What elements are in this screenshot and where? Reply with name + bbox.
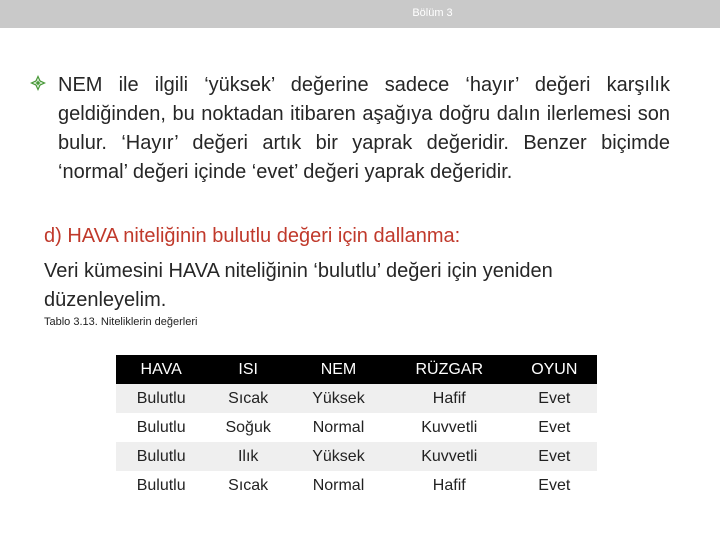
cell-nem: Normal xyxy=(290,413,387,442)
header-ruzgar: RÜZGAR xyxy=(387,355,512,384)
bullet-paragraph: NEM ile ilgili ‘yüksek’ değerine sadece ‘hayır’ değeri karşılık geldiğinden, bu noktadan itibaren aşağıya doğru dalın ilerlemesi son bulur. ‘Hayır’ değeri artık bir yaprak değeridir. Benzer biçimde ‘normal’ değeri içinde ‘evet’ değeri yaprak değeridir. xyxy=(58,74,670,183)
table-row xyxy=(116,471,597,500)
cell-hava: Bulutlu xyxy=(116,442,206,471)
body-paragraph: Veri kümesini HAVA niteliğinin ‘bulutlu’ değeri için yeniden düzenleyelim. xyxy=(44,260,553,311)
cell-nem: Normal xyxy=(290,471,387,500)
header-nem: NEM xyxy=(290,355,387,384)
cell-ruzgar: Hafif xyxy=(387,471,512,500)
cell-hava: Bulutlu xyxy=(116,413,206,442)
header-oyun: OYUN xyxy=(512,355,597,384)
attributes-table xyxy=(116,355,597,500)
header-hava: HAVA xyxy=(116,355,206,384)
section-heading-d: d) HAVA niteliğinin bulutlu değeri için dallanma: xyxy=(44,225,461,247)
cell-ruzgar: Kuvvetli xyxy=(387,442,512,471)
cell-oyun: Evet xyxy=(512,442,597,471)
table-row xyxy=(116,413,597,442)
table-header-row xyxy=(116,355,597,384)
cell-isi: Ilık xyxy=(206,442,290,471)
header-isi: ISI xyxy=(206,355,290,384)
cell-oyun: Evet xyxy=(512,471,597,500)
cell-ruzgar: Kuvvetli xyxy=(387,413,512,442)
table-caption: Tablo 3.13. Niteliklerin değerleri xyxy=(44,316,198,328)
cell-isi: Sıcak xyxy=(206,471,290,500)
table-row xyxy=(116,384,597,413)
header-bar xyxy=(0,0,720,28)
cell-nem: Yüksek xyxy=(290,442,387,471)
cell-isi: Soğuk xyxy=(206,413,290,442)
chapter-title: Bölüm 3 xyxy=(412,7,453,19)
cell-hava: Bulutlu xyxy=(116,471,206,500)
cell-oyun: Evet xyxy=(512,384,597,413)
cell-ruzgar: Hafif xyxy=(387,384,512,413)
cell-isi: Sıcak xyxy=(206,384,290,413)
cell-nem: Yüksek xyxy=(290,384,387,413)
table-row xyxy=(116,442,597,471)
diamond-bullet-icon xyxy=(30,75,46,91)
cell-hava: Bulutlu xyxy=(116,384,206,413)
cell-oyun: Evet xyxy=(512,413,597,442)
